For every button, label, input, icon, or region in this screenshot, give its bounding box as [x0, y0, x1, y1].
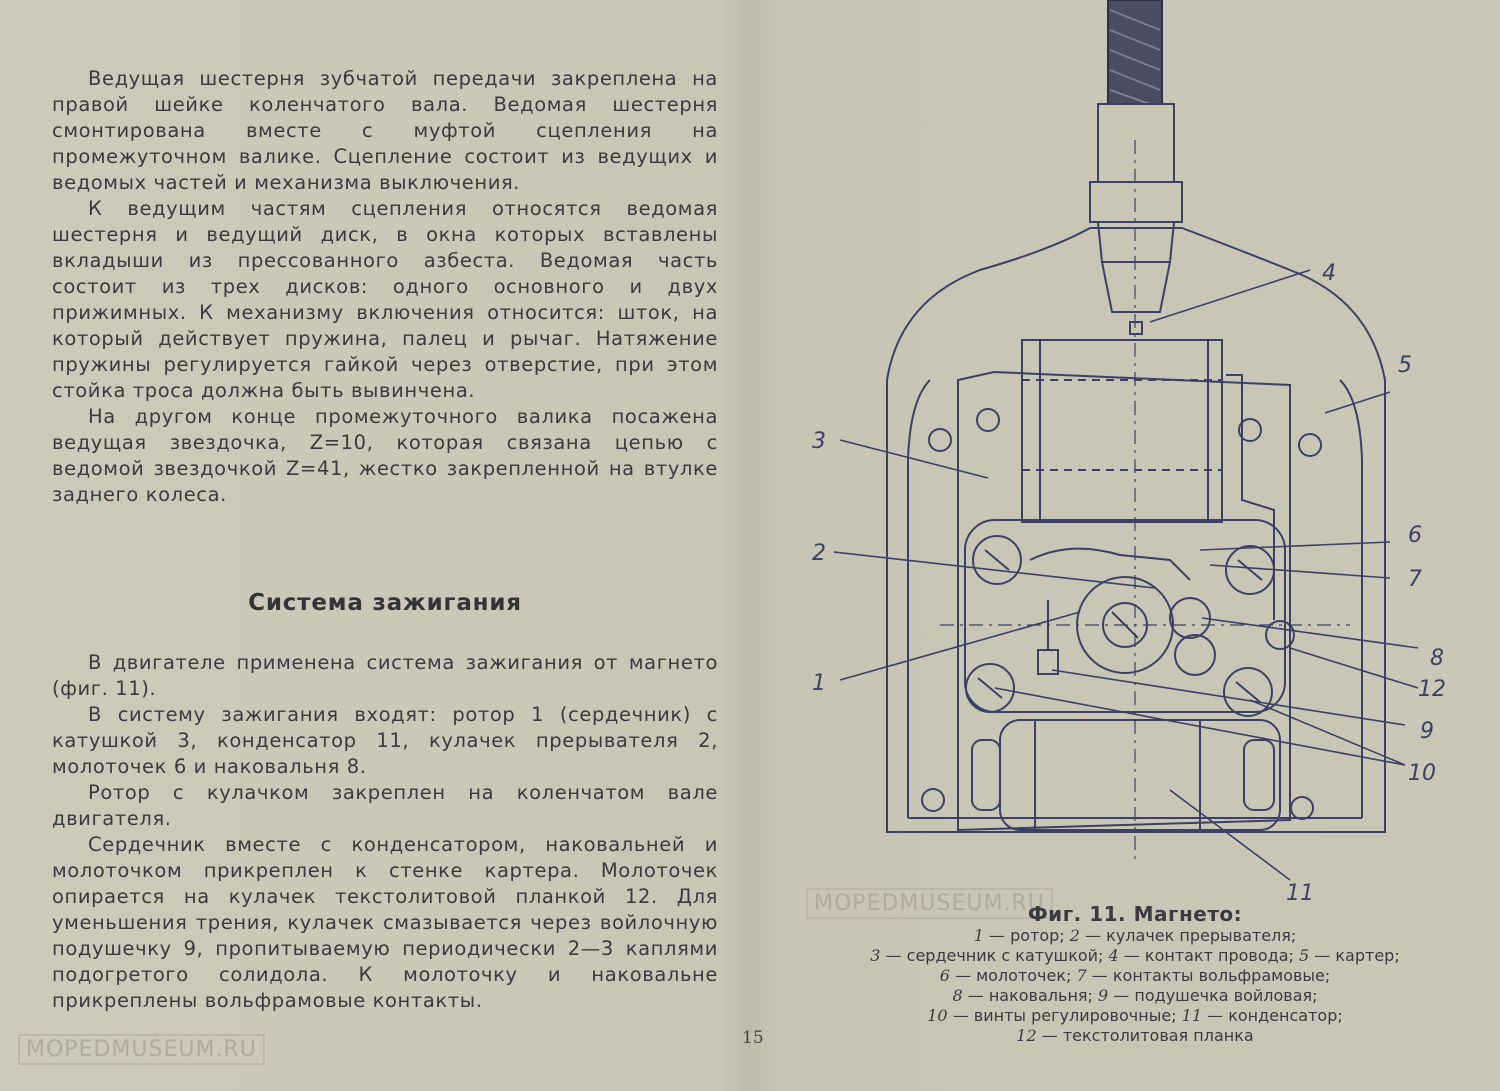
paragraph: На другом конце промежуточного валика посажена ведущая звездочка, Z=10, которая связана цепью с ведомой звездочкой Z=41, жестко закрепленной на втулке заднего колеса.	[52, 405, 718, 506]
label-10: 10	[1408, 761, 1436, 786]
legend-text: подушечка войловая;	[1134, 986, 1318, 1005]
figure-caption	[790, 904, 1480, 1046]
paragraph: Ротор с кулачком закреплен на коленчатом вале двигателя.	[52, 781, 718, 830]
label-7: 7	[1408, 567, 1422, 592]
dash: —	[952, 1006, 969, 1025]
magneto-figure	[790, 0, 1490, 900]
core-plate	[958, 372, 1290, 830]
legend-num: 8	[952, 986, 963, 1005]
legend-text: контакт провода;	[1144, 946, 1294, 965]
dash: —	[967, 986, 984, 1005]
legend-num: 12	[1016, 1026, 1037, 1045]
legend-text: текстолитовая планка	[1062, 1026, 1254, 1045]
label-12: 12	[1418, 677, 1446, 702]
condenser-drawing	[1000, 720, 1280, 830]
wire-drawing	[1226, 375, 1274, 620]
housing-outline	[887, 228, 1385, 832]
paragraph: К ведущим частям сцепления относятся ведомая шестерня и ведущий диск, в окна которых вставлены вкладыши из прессованного азбеста. Ведомая часть состоит из трех дисков: одного основного и двух прижимных. К механизму включения относится: шток, на который действует пружина, палец и рычаг. Натяжение пружины регулируется гайкой через отверстие, при этом стойка троса должна быть вывинчена.	[52, 197, 718, 402]
caption-line	[790, 966, 1480, 986]
legend-text: винты регулировочные;	[973, 1006, 1177, 1025]
dash: —	[1123, 946, 1140, 965]
section-title: Система зажигания	[248, 590, 522, 616]
legend-text: кулачек прерывателя;	[1106, 926, 1297, 945]
magneto-drawing	[790, 0, 1490, 900]
label-3: 3	[812, 429, 826, 454]
dash: —	[1113, 986, 1130, 1005]
dash: —	[1041, 1026, 1058, 1045]
caption-line	[790, 1026, 1480, 1046]
intro-text-block	[52, 66, 718, 508]
legend-num: 9	[1098, 986, 1109, 1005]
caption-line	[790, 986, 1480, 1006]
label-1: 1	[812, 671, 826, 696]
label-4: 4	[1322, 261, 1336, 286]
caption-line	[790, 946, 1480, 966]
label-9: 9	[1420, 719, 1434, 744]
section-text-block	[52, 650, 718, 1014]
legend-num: 6	[939, 966, 950, 985]
dash: —	[1091, 966, 1108, 985]
legend-num: 1	[973, 926, 984, 945]
paragraph: В систему зажигания входят: ротор 1 (сердечник) с катушкой 3, конденсатор 11, кулачек прерывателя 2, молоточек 6 и наковальня 8.	[52, 703, 718, 778]
caption-title: Фиг. 11. Магнето:	[1027, 902, 1243, 926]
legend-num: 10	[927, 1006, 948, 1025]
hammer-drawing	[1030, 549, 1190, 580]
legend-text: контакты вольфрамовые;	[1112, 966, 1331, 985]
legend-text: сердечник с катушкой;	[906, 946, 1104, 965]
legend-text: конденсатор;	[1228, 1006, 1343, 1025]
legend-text: молоточек;	[976, 966, 1072, 985]
connector-drawing	[1098, 104, 1174, 182]
dash: —	[989, 926, 1005, 945]
legend-num: 4	[1108, 946, 1119, 965]
coil-drawing	[1022, 340, 1222, 522]
dash: —	[1314, 946, 1331, 965]
paragraph: Ведущая шестерня зубчатой передачи закреплена на правой шейке коленчатого вала. Ведомая шестерня смонтирована вместе с муфтой сцепления на промежуточном валике. Сцепление состоит из ведущих и ведомых частей и механизма выключения.	[52, 67, 718, 194]
paragraph: В двигателе применена система зажигания от магнето (фиг. 11).	[52, 651, 718, 700]
label-2: 2	[812, 541, 826, 566]
legend-num: 3	[870, 946, 881, 965]
watermark: MOPEDMUSEUM.RU	[18, 1034, 265, 1065]
legend-num: 2	[1069, 926, 1080, 945]
dash: —	[954, 966, 971, 985]
caption-line	[790, 926, 1480, 946]
legend-num: 5	[1299, 946, 1310, 965]
legend-text: картер;	[1335, 946, 1400, 965]
dash: —	[1207, 1006, 1224, 1025]
dash: —	[1085, 926, 1102, 945]
paragraph: Сердечник вместе с конденсатором, наковальней и молоточком прикреплен к стенке картера. Молоточек опирается на кулачек текстолитовой планкой 12. Для уменьшения трения, кулачек смазывается через войлочную подушечку 9, пропитываемую периодически 2—3 каплями подогретого солидола. К молоточку и наковальне прикреплены вольфрамовые контакты.	[52, 833, 718, 1012]
legend-text: ротор;	[1010, 926, 1065, 945]
label-11: 11	[1286, 881, 1314, 900]
legend-num: 11	[1181, 1006, 1203, 1025]
label-6: 6	[1408, 523, 1422, 548]
label-8: 8	[1430, 646, 1444, 671]
watermark: MOPEDMUSEUM.RU	[806, 888, 1053, 919]
label-5: 5	[1398, 353, 1412, 378]
legend-num: 7	[1076, 966, 1087, 985]
page-number: 15	[742, 1028, 764, 1048]
legend-text: наковальня;	[988, 986, 1093, 1005]
dash: —	[885, 946, 902, 965]
caption-line	[790, 1006, 1480, 1026]
